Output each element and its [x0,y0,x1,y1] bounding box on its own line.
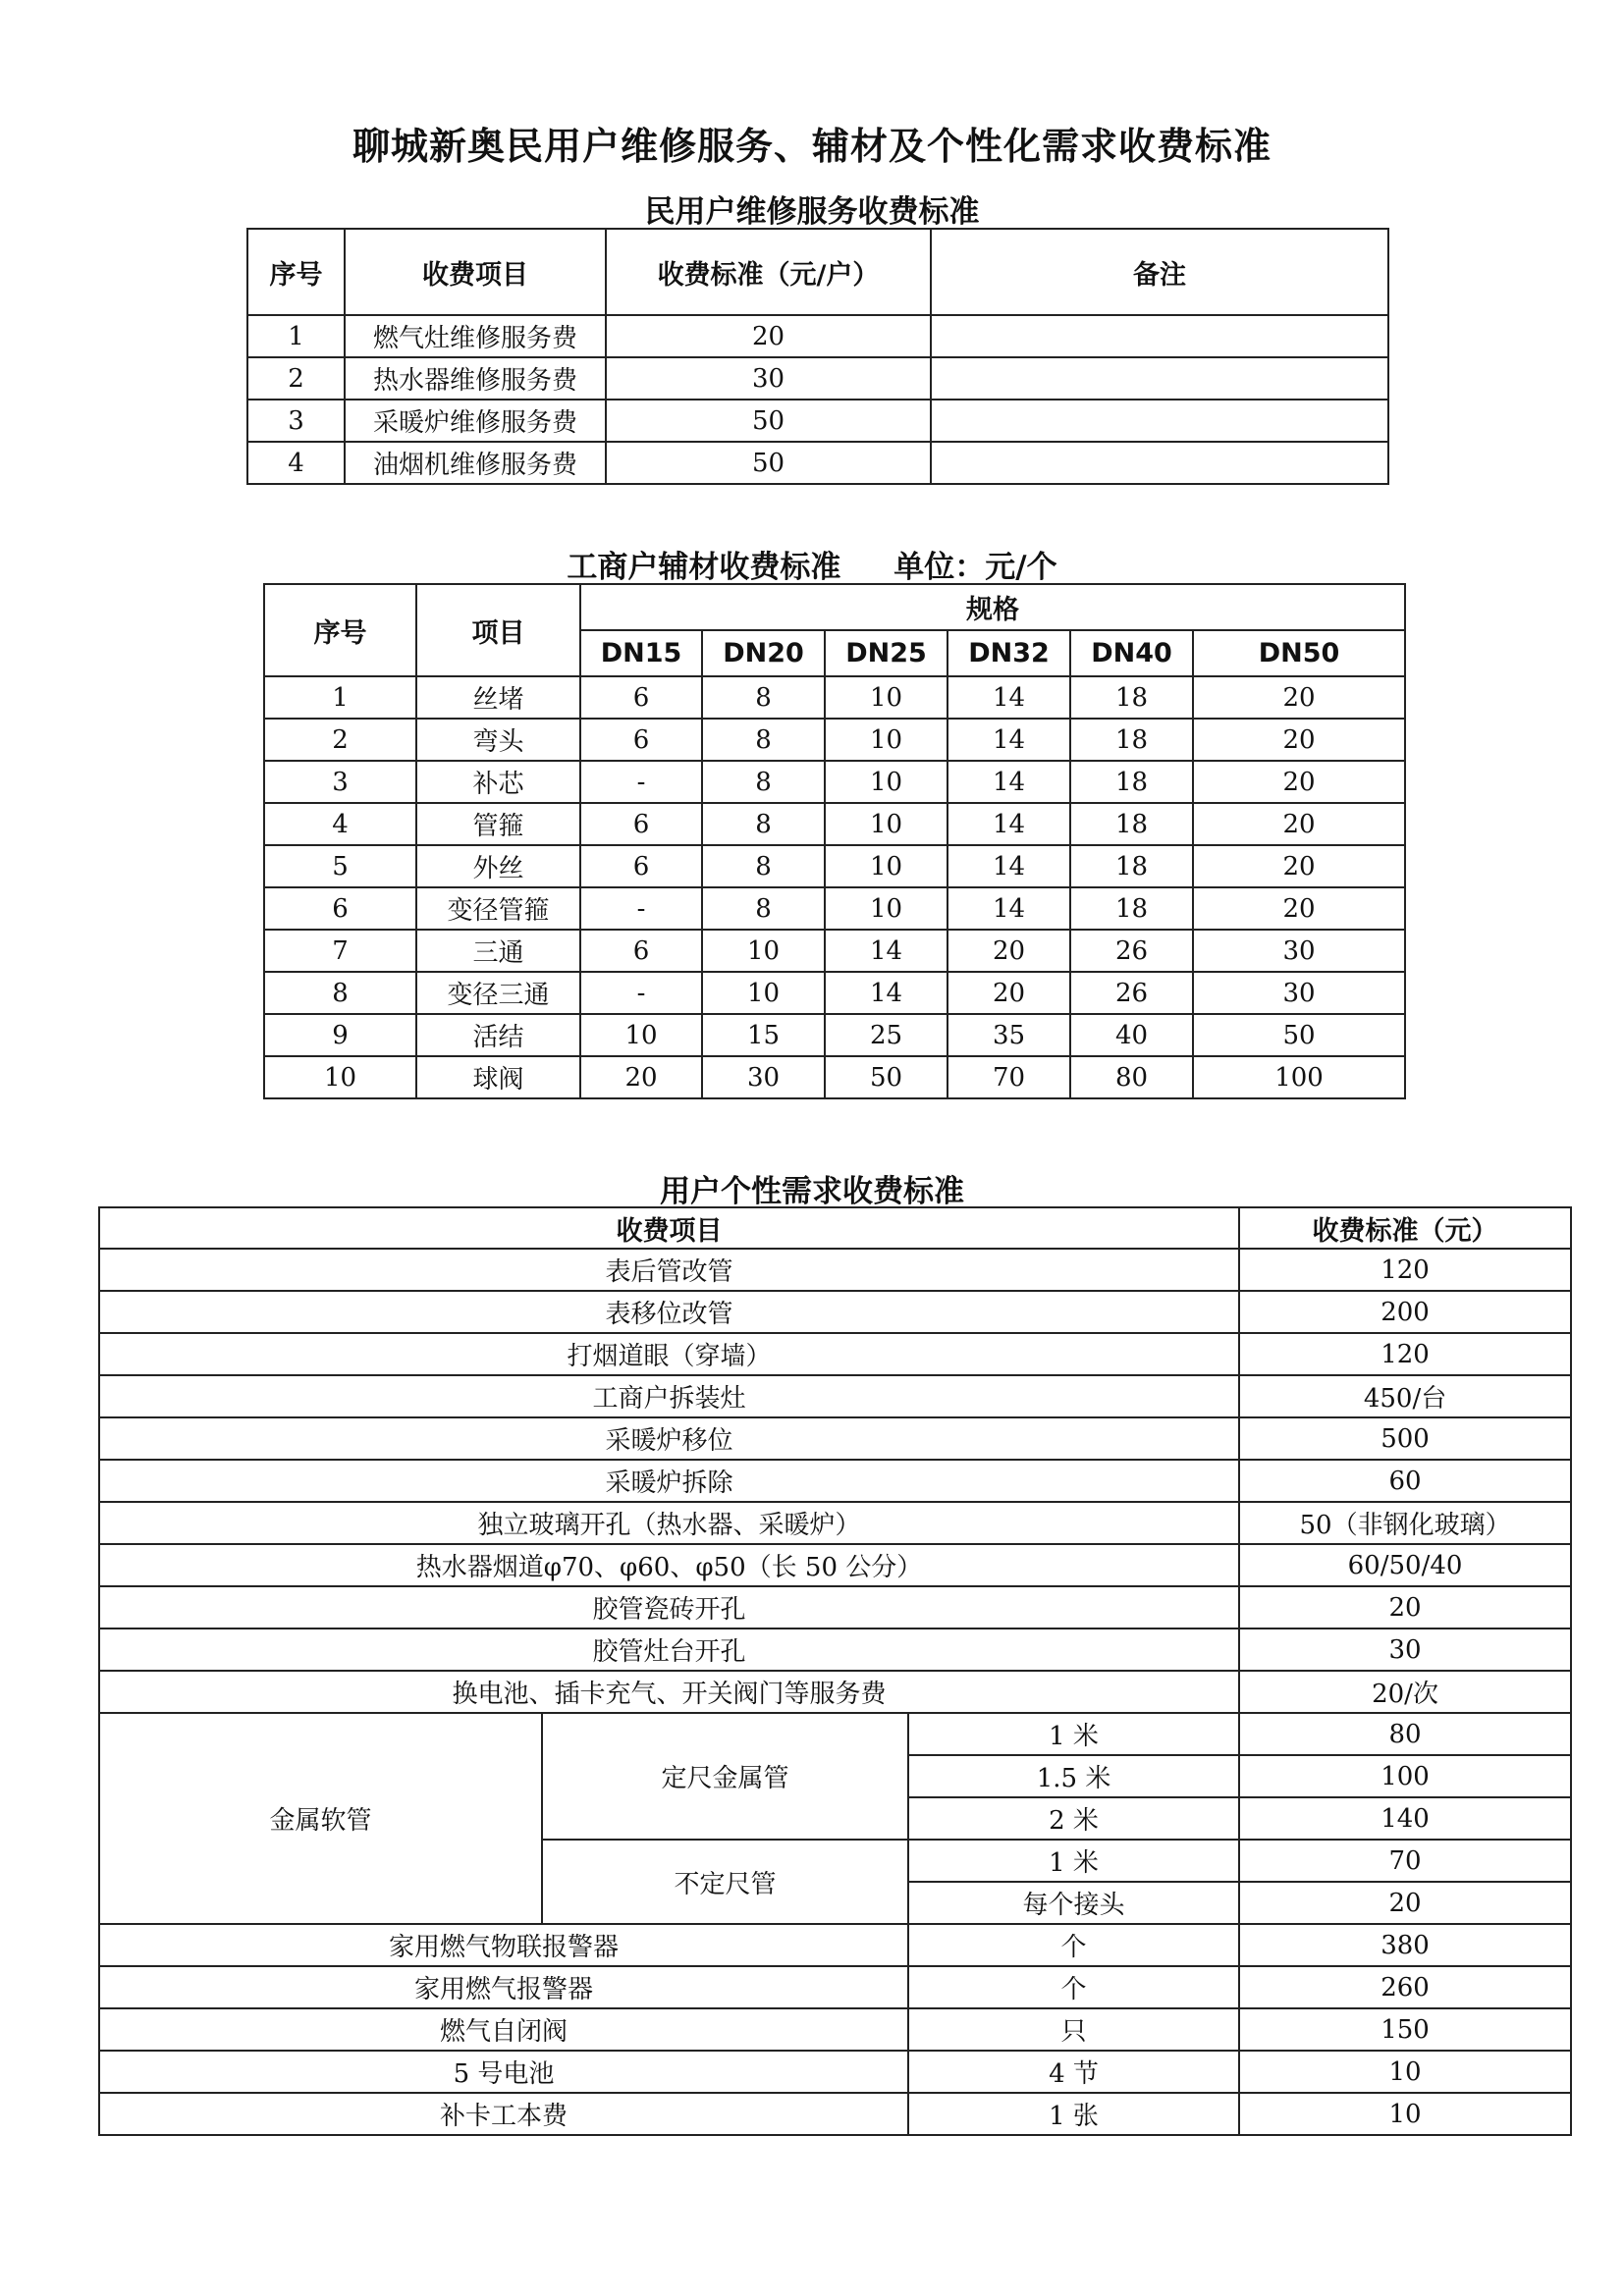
header-size: DN25 [825,630,947,676]
row-price: 15 [702,1014,825,1056]
table-row [99,1249,1571,1291]
header-size: DN50 [1193,630,1405,676]
row-fee: 20/次 [1239,1671,1571,1713]
row-unit: 4 节 [908,2051,1239,2093]
row-price: 20 [947,972,1070,1014]
row-no: 3 [264,761,416,803]
hose-category: 金属软管 [99,1713,542,1924]
materials-table-caption: 工商户辅材收费标准 单位：元/个 [567,550,1057,585]
row-price: 20 [1193,887,1405,930]
header-size: DN20 [702,630,825,676]
row-fee: 80 [1239,1713,1571,1755]
row-unit: 个 [908,1966,1239,2008]
row-no: 5 [264,845,416,887]
row-price: 10 [825,761,947,803]
header-no: 序号 [264,584,416,676]
row-fee: 30 [1239,1629,1571,1671]
row-fee: 20 [1239,1586,1571,1629]
row-price: 26 [1070,972,1193,1014]
row-item: 胶管瓷砖开孔 [99,1586,1239,1629]
row-fee: 450/台 [1239,1375,1571,1417]
header-fee: 收费标准（元/户） [606,229,931,315]
row-price: 10 [580,1014,702,1056]
row-item: 采暖炉拆除 [99,1460,1239,1502]
row-item: 打烟道眼（穿墙） [99,1333,1239,1375]
table-row [99,1713,1571,1755]
row-fee: 10 [1239,2051,1571,2093]
row-price: 14 [825,930,947,972]
hose-length: 1 米 [908,1840,1239,1882]
row-price: 18 [1070,761,1193,803]
hose-subcategory: 不定尺管 [542,1840,908,1924]
personal-table-caption: 用户个性需求收费标准 [660,1174,964,1209]
row-no: 3 [247,400,345,442]
table-row [99,1502,1571,1544]
row-price: 10 [702,972,825,1014]
header-fee: 收费标准（元） [1239,1207,1571,1249]
header-item: 收费项目 [345,229,606,315]
row-fee: 140 [1239,1797,1571,1840]
header-item: 收费项目 [99,1207,1239,1249]
row-price: 18 [1070,719,1193,761]
row-remark [931,442,1388,484]
row-price: 10 [825,887,947,930]
row-unit: 1 张 [908,2093,1239,2135]
table-row [264,676,1405,719]
hose-length: 1.5 米 [908,1755,1239,1797]
row-remark [931,315,1388,357]
row-no: 10 [264,1056,416,1098]
row-price: 40 [1070,1014,1193,1056]
materials-fee-table [263,583,1406,1099]
row-item: 表后管改管 [99,1249,1239,1291]
table-row [247,315,1388,357]
row-price: 35 [947,1014,1070,1056]
row-price: 30 [702,1056,825,1098]
row-price: 20 [1193,676,1405,719]
row-price: 6 [580,803,702,845]
header-remark: 备注 [931,229,1388,315]
row-fee: 70 [1239,1840,1571,1882]
table-row [99,1375,1571,1417]
table-row [99,1291,1571,1333]
header-size: DN32 [947,630,1070,676]
table-row [99,1629,1571,1671]
table-row [99,1417,1571,1460]
row-price: 20 [947,930,1070,972]
table-row [264,972,1405,1014]
table-row [99,1333,1571,1375]
row-remark [931,357,1388,400]
row-price: 14 [947,676,1070,719]
row-price: 80 [1070,1056,1193,1098]
table-row [99,2008,1571,2051]
row-fee: 50（非钢化玻璃） [1239,1502,1571,1544]
row-item: 采暖炉移位 [99,1417,1239,1460]
row-no: 2 [247,357,345,400]
row-price: 6 [580,719,702,761]
row-price: 20 [1193,761,1405,803]
row-price: 8 [702,845,825,887]
row-fee: 260 [1239,1966,1571,2008]
row-price: 8 [702,887,825,930]
row-fee: 380 [1239,1924,1571,1966]
row-fee: 20 [1239,1882,1571,1924]
row-price: 10 [825,845,947,887]
row-no: 4 [264,803,416,845]
table-row [264,930,1405,972]
row-price: 100 [1193,1056,1405,1098]
row-price: 14 [947,803,1070,845]
row-fee: 20 [606,315,931,357]
row-fee: 200 [1239,1291,1571,1333]
row-price: 20 [1193,803,1405,845]
row-price: 8 [702,803,825,845]
row-no: 1 [247,315,345,357]
table-row [247,357,1388,400]
row-no: 2 [264,719,416,761]
row-price: 20 [580,1056,702,1098]
row-item: 燃气灶维修服务费 [345,315,606,357]
row-unit: 只 [908,2008,1239,2051]
row-fee: 10 [1239,2093,1571,2135]
row-item: 热水器维修服务费 [345,357,606,400]
row-price: 8 [702,676,825,719]
table-row [264,845,1405,887]
row-price: 26 [1070,930,1193,972]
row-price: 30 [1193,930,1405,972]
row-fee: 120 [1239,1333,1571,1375]
row-price: 20 [1193,845,1405,887]
row-price: 14 [825,972,947,1014]
row-remark [931,400,1388,442]
table-row [99,2051,1571,2093]
row-item: 家用燃气物联报警器 [99,1924,908,1966]
row-fee: 500 [1239,1417,1571,1460]
table-row [264,761,1405,803]
row-no: 4 [247,442,345,484]
row-item: 独立玻璃开孔（热水器、采暖炉） [99,1502,1239,1544]
row-price: 6 [580,845,702,887]
row-price: - [580,887,702,930]
table-row [99,1671,1571,1713]
row-price: 70 [947,1056,1070,1098]
row-item: 补芯 [416,761,580,803]
hose-subcategory: 定尺金属管 [542,1713,908,1840]
row-price: 6 [580,930,702,972]
row-item: 球阀 [416,1056,580,1098]
row-item: 管箍 [416,803,580,845]
row-item: 变径三通 [416,972,580,1014]
row-fee: 150 [1239,2008,1571,2051]
row-item: 外丝 [416,845,580,887]
row-price: 50 [825,1056,947,1098]
row-price: 14 [947,761,1070,803]
row-price: 10 [825,676,947,719]
table-row [99,1924,1571,1966]
row-item: 表移位改管 [99,1291,1239,1333]
hose-length: 每个接头 [908,1882,1239,1924]
row-price: 18 [1070,676,1193,719]
row-price: 6 [580,676,702,719]
row-price: 8 [702,719,825,761]
row-price: 10 [825,719,947,761]
table-row [99,1966,1571,2008]
row-item: 热水器烟道φ70、φ60、φ50（长 50 公分） [99,1544,1239,1586]
table-row [264,887,1405,930]
row-price: 10 [825,803,947,845]
row-price: 18 [1070,803,1193,845]
row-item: 变径管箍 [416,887,580,930]
row-no: 7 [264,930,416,972]
row-price: - [580,972,702,1014]
row-price: 20 [1193,719,1405,761]
row-item: 家用燃气报警器 [99,1966,908,2008]
page-title: 聊城新奥民用户维修服务、辅材及个性化需求收费标准 [352,125,1272,168]
table-row [99,1544,1571,1586]
row-fee: 100 [1239,1755,1571,1797]
row-item: 工商户拆装灶 [99,1375,1239,1417]
hose-length: 1 米 [908,1713,1239,1755]
header-size: DN15 [580,630,702,676]
row-item: 丝堵 [416,676,580,719]
row-price: 14 [947,719,1070,761]
row-price: 18 [1070,887,1193,930]
service-fee-table [246,228,1389,485]
row-item: 活结 [416,1014,580,1056]
header-no: 序号 [247,229,345,315]
row-fee: 50 [606,400,931,442]
row-price: 50 [1193,1014,1405,1056]
personal-fee-table [98,1206,1572,2136]
table-row [247,442,1388,484]
table-row [264,1056,1405,1098]
row-item: 三通 [416,930,580,972]
row-fee: 60 [1239,1460,1571,1502]
row-price: - [580,761,702,803]
row-fee: 120 [1239,1249,1571,1291]
table-row [99,1460,1571,1502]
row-item: 采暖炉维修服务费 [345,400,606,442]
row-no: 1 [264,676,416,719]
header-spec: 规格 [580,584,1405,630]
row-price: 14 [947,887,1070,930]
header-size: DN40 [1070,630,1193,676]
table-row [264,803,1405,845]
row-fee: 60/50/40 [1239,1544,1571,1586]
row-item: 燃气自闭阀 [99,2008,908,2051]
row-item: 换电池、插卡充气、开关阀门等服务费 [99,1671,1239,1713]
table-row [247,400,1388,442]
row-price: 30 [1193,972,1405,1014]
row-no: 6 [264,887,416,930]
hose-length: 2 米 [908,1797,1239,1840]
table-row [99,2093,1571,2135]
row-fee: 30 [606,357,931,400]
table-row [264,1014,1405,1056]
row-price: 8 [702,761,825,803]
row-fee: 50 [606,442,931,484]
header-item: 项目 [416,584,580,676]
row-item: 胶管灶台开孔 [99,1629,1239,1671]
row-item: 油烟机维修服务费 [345,442,606,484]
row-item: 5 号电池 [99,2051,908,2093]
row-item: 弯头 [416,719,580,761]
row-no: 9 [264,1014,416,1056]
row-price: 10 [702,930,825,972]
service-table-caption: 民用户维修服务收费标准 [644,194,980,230]
row-price: 18 [1070,845,1193,887]
table-row [99,1586,1571,1629]
row-no: 8 [264,972,416,1014]
table-row [264,719,1405,761]
row-price: 25 [825,1014,947,1056]
row-item: 补卡工本费 [99,2093,908,2135]
row-price: 14 [947,845,1070,887]
row-unit: 个 [908,1924,1239,1966]
